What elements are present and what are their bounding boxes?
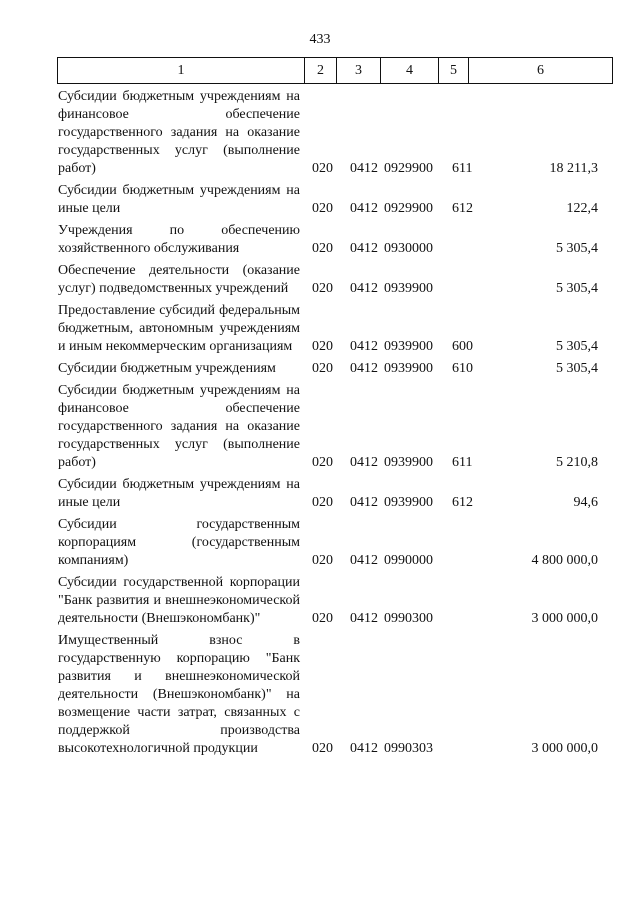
table-row [58,382,598,472]
row-sum: 4 800 000,0 [531,553,598,568]
row-name: Обеспечение деятельности (оказание услуг) подведомственных учреждений [58,263,300,296]
row-vr: 600 [452,339,473,354]
row-cs: 0939900 [384,495,433,510]
row-sum: 94,6 [573,495,598,510]
row-gr: 020 [312,741,333,756]
table-row [58,516,598,570]
table-row [58,88,598,178]
row-gr: 020 [312,611,333,626]
row-rz: 0412 [350,455,378,470]
row-sum: 122,4 [566,201,598,216]
row-sum: 5 305,4 [556,241,598,256]
row-rz: 0412 [350,553,378,568]
table-row [58,476,598,512]
row-rz: 0412 [350,611,378,626]
header-cell-6: 6 [537,62,544,78]
table-body [58,88,598,762]
row-rz: 0412 [350,741,378,756]
table-row [58,262,598,298]
row-name: Субсидии государственной корпорации "Банк развития и внешнеэкономической деятельности (Внешэкономбанк)" [58,575,300,626]
row-rz: 0412 [350,241,378,256]
table-row [58,302,598,356]
row-rz: 0412 [350,281,378,296]
row-name: Учреждения по обеспечению хозяйственного обслуживания [58,223,300,256]
row-vr: 612 [452,495,473,510]
row-rz: 0412 [350,161,378,176]
row-name: Имущественный взнос в государственную корпорацию "Банк развития и внешнеэкономической деятельности (Внешэкономбанк)" на возмещение части затрат, связанных с поддержкой производства высокотехнологичной продукции [58,633,300,756]
row-gr: 020 [312,455,333,470]
row-vr: 611 [452,161,473,176]
row-rz: 0412 [350,201,378,216]
row-gr: 020 [312,161,333,176]
table-row [58,182,598,218]
row-gr: 020 [312,339,333,354]
header-cell-1: 1 [58,58,305,83]
row-cs: 0939900 [384,455,433,470]
row-cs: 0990300 [384,611,433,626]
table-row [58,360,598,378]
row-rz: 0412 [350,361,378,376]
row-cs: 0990000 [384,553,433,568]
row-name: Субсидии бюджетным учреждениям [58,361,276,376]
row-vr: 612 [452,201,473,216]
row-vr: 610 [452,361,473,376]
row-sum: 18 211,3 [549,161,598,176]
table-row [58,632,598,758]
row-cs: 0929900 [384,201,433,216]
row-gr: 020 [312,361,333,376]
row-name: Субсидии бюджетным учреждениям на финансовое обеспечение государственного задания на оказание государственных услуг (выполнение работ) [58,89,300,176]
page-number: 433 [309,32,331,47]
row-gr: 020 [312,241,333,256]
row-cs: 0929900 [384,161,433,176]
row-sum: 5 305,4 [556,361,598,376]
table-header-row [57,57,613,84]
row-cs: 0939900 [384,361,433,376]
row-sum: 5 210,8 [556,455,598,470]
row-name: Субсидии бюджетным учреждениям на финансовое обеспечение государственного задания на оказание государственных услуг (выполнение работ) [58,383,300,470]
row-vr: 611 [452,455,473,470]
row-gr: 020 [312,281,333,296]
row-rz: 0412 [350,495,378,510]
row-cs: 0930000 [384,241,433,256]
row-cs: 0939900 [384,339,433,354]
row-name: Субсидии бюджетным учреждениям на иные цели [58,477,300,510]
header-cell-3: 3 [337,58,381,83]
row-gr: 020 [312,553,333,568]
table-row [58,222,598,258]
header-cell-5: 5 [439,58,469,83]
header-cell-4: 4 [381,58,439,83]
header-cell-2: 2 [305,58,337,83]
row-name: Предоставление субсидий федеральным бюджетным, автономным учреждениям и иным некоммерческим организациям [58,303,300,354]
table-row [58,574,598,628]
row-gr: 020 [312,495,333,510]
row-sum: 5 305,4 [556,339,598,354]
row-sum: 3 000 000,0 [531,741,598,756]
row-rz: 0412 [350,339,378,354]
row-gr: 020 [312,201,333,216]
row-cs: 0990303 [384,741,433,756]
row-name: Субсидии государственным корпорациям (государственным компаниям) [58,517,300,568]
row-sum: 3 000 000,0 [531,611,598,626]
row-sum: 5 305,4 [556,281,598,296]
row-name: Субсидии бюджетным учреждениям на иные цели [58,183,300,216]
row-cs: 0939900 [384,281,433,296]
